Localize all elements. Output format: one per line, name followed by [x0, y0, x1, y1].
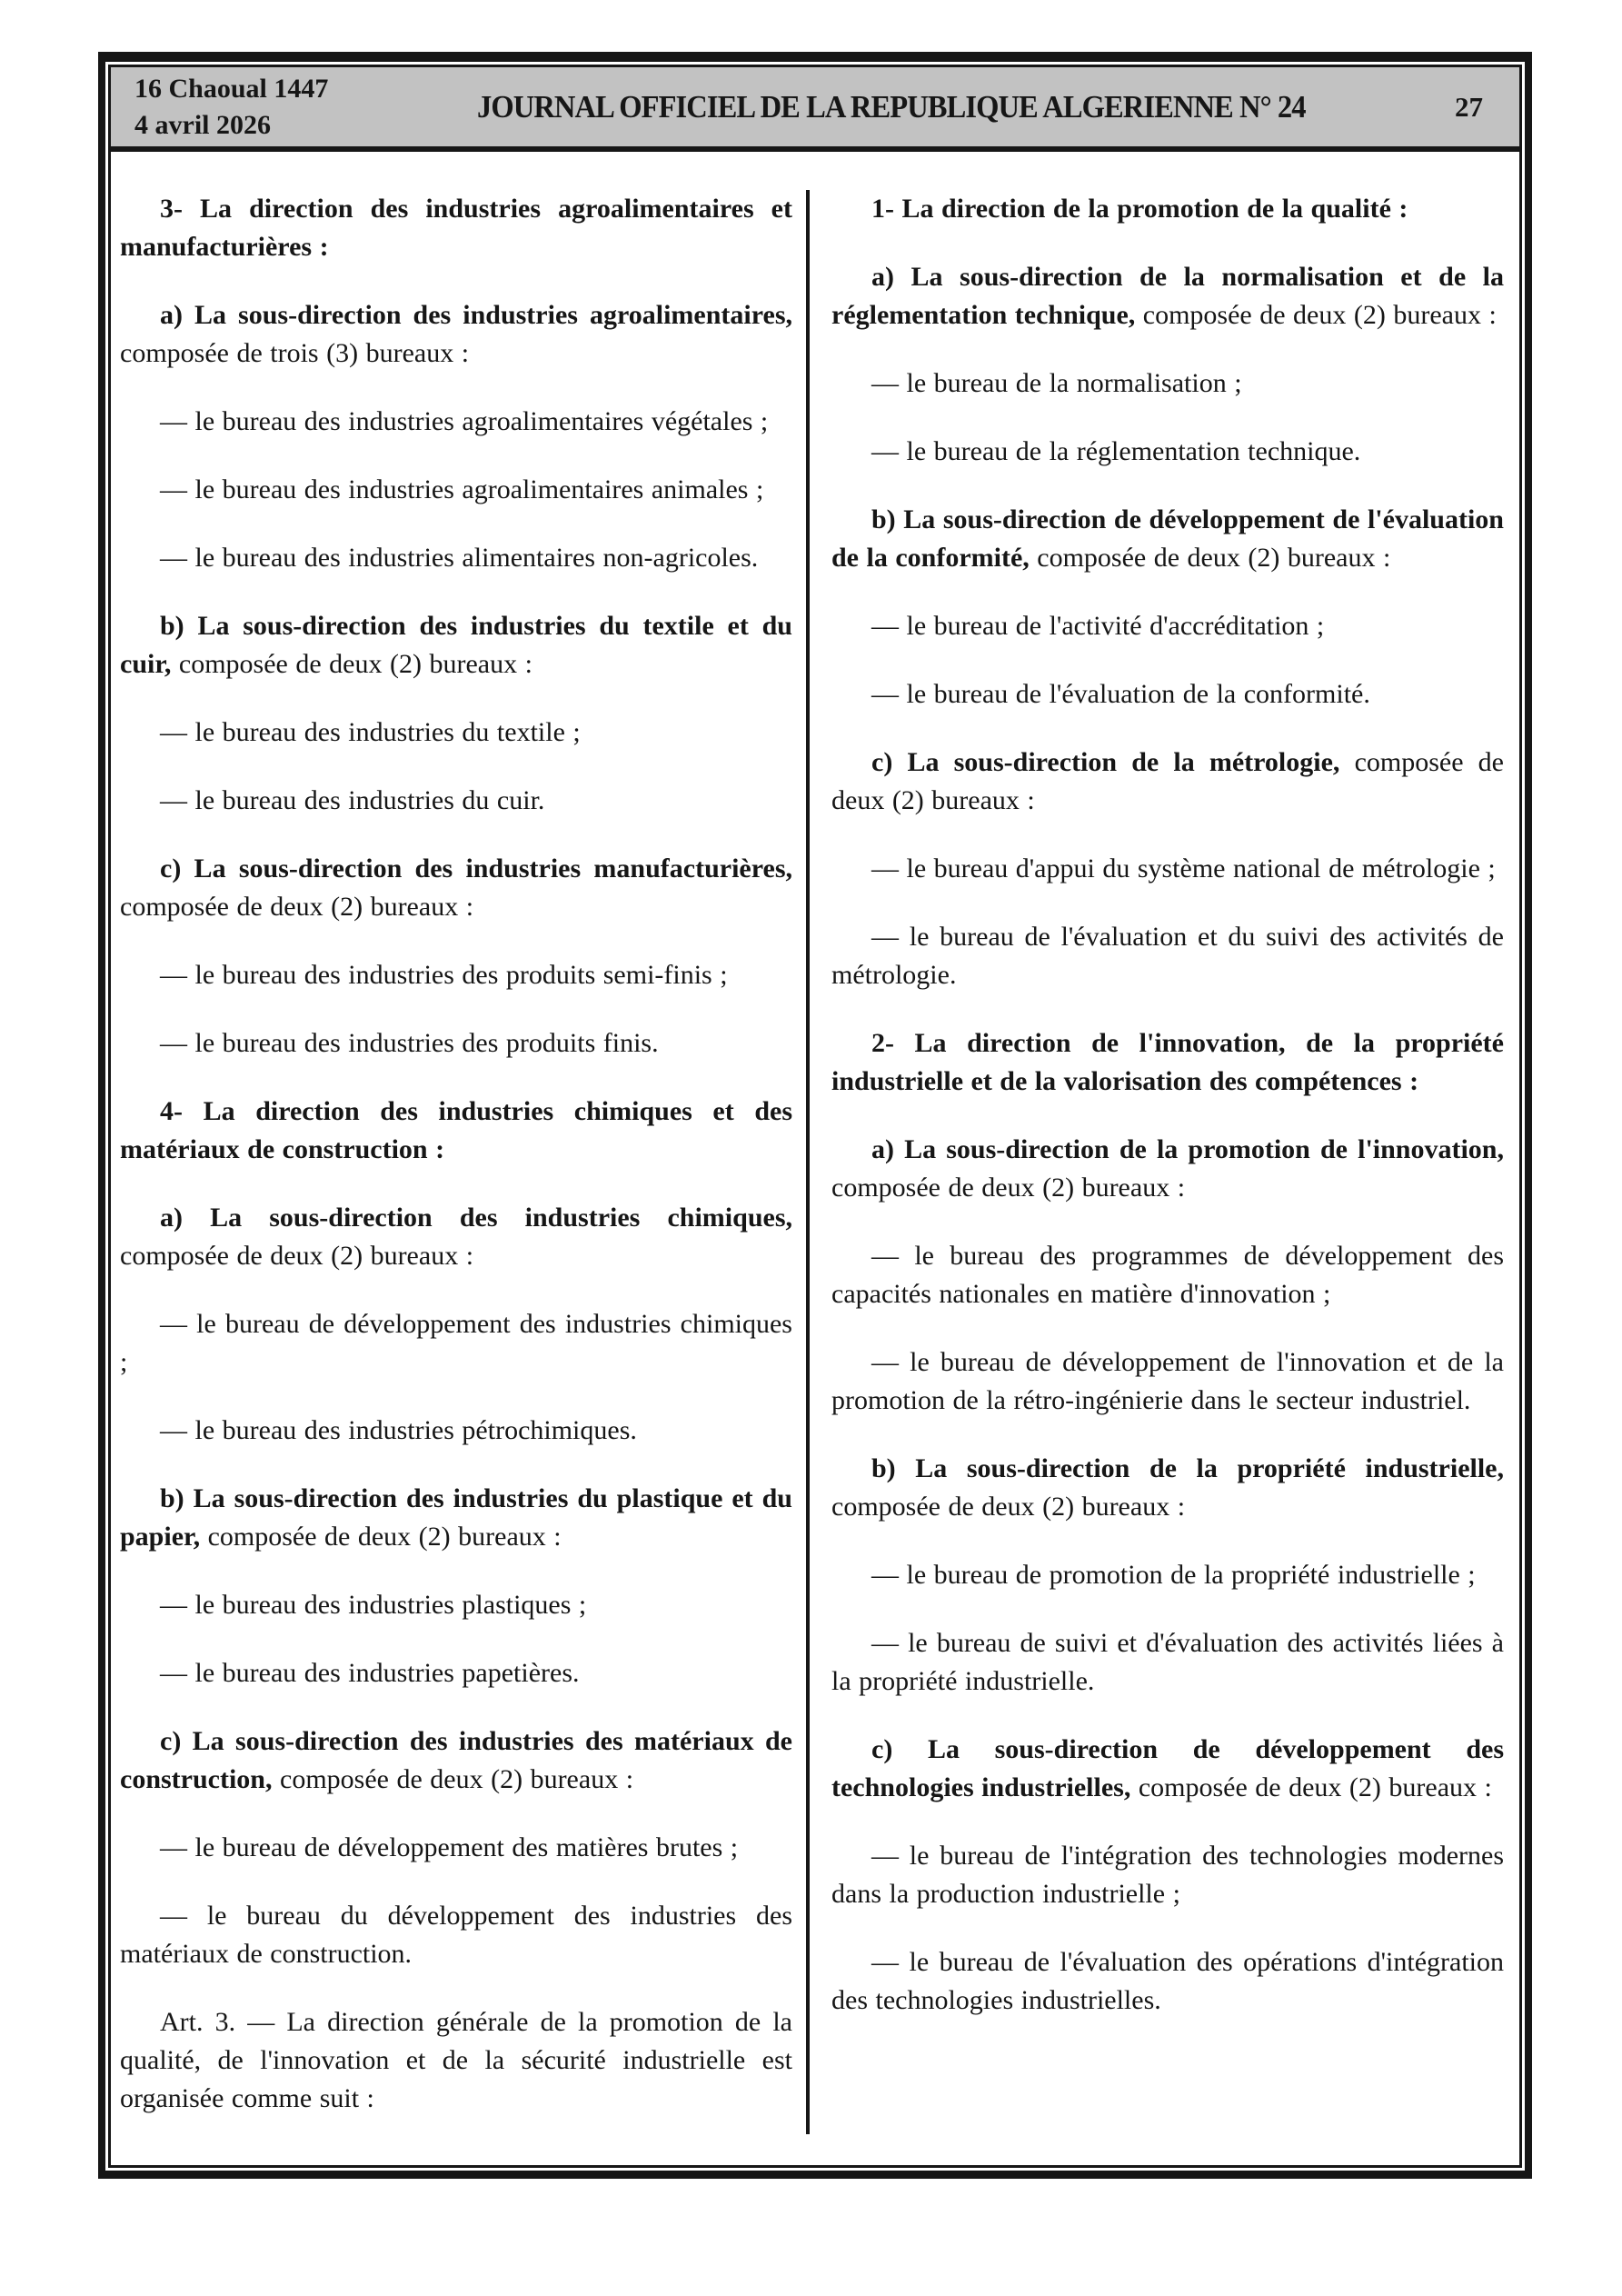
bureau-item: — le bureau du développement des industries des matériaux de construction. — [120, 1901, 792, 1969]
bureau-item: — le bureau des programmes de développement des capacités nationales en matière d'innovation ; — [831, 1241, 1504, 1309]
bureau-item: — le bureau de l'intégration des technologies modernes dans la production industrielle ; — [831, 1841, 1504, 1909]
bureau-item: — le bureau de l'évaluation des opérations d'intégration des technologies industrielles. — [831, 1947, 1504, 2015]
header-bar — [111, 67, 1519, 152]
bureau-item: — le bureau de la normalisation ; — [871, 368, 1242, 398]
bureau-item: — le bureau des industries des produits finis. — [160, 1028, 659, 1058]
sub-direction-heading: b) La sous-direction des industries du plastique et du papier, composée de deux (2) bureaux : — [120, 1483, 792, 1552]
sub-direction-heading: c) La sous-direction de développement des technologies industrielles, composée de deux (2) bureaux : — [831, 1734, 1504, 1802]
bureau-item: — le bureau de l'évaluation de la conformité. — [871, 679, 1370, 709]
sub-direction-heading: c) La sous-direction de la métrologie, composée de deux (2) bureaux : — [831, 747, 1504, 815]
bureau-item: — le bureau de l'évaluation et du suivi des activités de métrologie. — [831, 922, 1504, 990]
sub-direction-heading: b) La sous-direction de la propriété industrielle, composée de deux (2) bureaux : — [831, 1453, 1504, 1522]
section-heading: 3- La direction des industries agroalimentaires et manufacturières : — [120, 194, 792, 262]
bureau-item: — le bureau des industries du cuir. — [160, 785, 545, 815]
page-inner-frame — [108, 65, 1522, 2168]
sub-direction-heading: c) La sous-direction des industries des matériaux de construction, composée de deux (2) bureaux : — [120, 1726, 792, 1794]
sub-direction-heading: a) La sous-direction des industries agroalimentaires, composée de trois (3) bureaux : — [120, 300, 792, 368]
bureau-item: — le bureau de la réglementation technique. — [871, 436, 1361, 466]
bureau-item: — le bureau des industries plastiques ; — [160, 1590, 587, 1620]
left-column — [120, 190, 792, 2118]
bureau-item: — le bureau de développement des industries chimiques ; — [120, 1309, 792, 1377]
sub-direction-heading: a) La sous-direction de la normalisation et de la réglementation technique, composée de deux (2) bureaux : — [831, 262, 1504, 330]
content-area — [111, 152, 1519, 2165]
section-heading: 4- La direction des industries chimiques et des matériaux de construction : — [120, 1096, 792, 1164]
sub-direction-heading: b) La sous-direction des industries du textile et du cuir, composée de deux (2) bureaux : — [120, 611, 792, 679]
bureau-item: — le bureau de suivi et d'évaluation des activités liées à la propriété industrielle. — [831, 1628, 1504, 1696]
date-hijri: 16 Chaoual 1447 — [134, 73, 329, 104]
bureau-item: — le bureau des industries agroalimentaires végétales ; — [160, 406, 769, 436]
bureau-item: — le bureau des industries pétrochimiques. — [160, 1415, 637, 1445]
sub-direction-heading: a) La sous-direction des industries chimiques, composée de deux (2) bureaux : — [120, 1203, 792, 1271]
column-divider — [806, 190, 810, 2134]
sub-direction-heading: b) La sous-direction de développement de l'évaluation de la conformité, composée de deux (2) bureaux : — [831, 504, 1504, 573]
bureau-item: — le bureau de l'activité d'accréditation ; — [871, 611, 1325, 641]
page-frame — [98, 52, 1532, 2179]
bureau-item: — le bureau des industries alimentaires non-agricoles. — [160, 543, 759, 573]
bureau-item: — le bureau des industries papetières. — [160, 1658, 580, 1688]
bureau-item: — le bureau de développement des matières brutes ; — [160, 1832, 739, 1862]
section-heading: 2- La direction de l'innovation, de la propriété industrielle et de la valorisation des compétences : — [831, 1028, 1504, 1096]
right-column — [831, 190, 1504, 2020]
sub-direction-heading: a) La sous-direction de la promotion de l'innovation, composée de deux (2) bureaux : — [831, 1134, 1504, 1203]
sub-direction-heading: c) La sous-direction des industries manufacturières, composée de deux (2) bureaux : — [120, 854, 792, 922]
section-heading: 1- La direction de la promotion de la qualité : — [871, 194, 1408, 224]
bureau-item: — le bureau des industries du textile ; — [160, 717, 581, 747]
page-number: 27 — [1455, 90, 1483, 123]
bureau-item: — le bureau de développement de l'innovation et de la promotion de la rétro-ingénierie dans le secteur industriel. — [831, 1347, 1504, 1415]
bureau-item: — le bureau d'appui du système national de métrologie ; — [871, 854, 1496, 883]
bureau-item: — le bureau des industries des produits semi-finis ; — [160, 960, 728, 990]
bureau-item: — le bureau des industries agroalimentaires animales ; — [160, 474, 764, 504]
journal-title: JOURNAL OFFICIEL DE LA REPUBLIQUE ALGERIENNE N° 24 — [477, 88, 1306, 125]
date-block — [134, 71, 328, 144]
article-paragraph: Art. 3. — La direction générale de la promotion de la qualité, de l'innovation et de la sécurité industrielle est organisée comme suit : — [120, 2007, 792, 2113]
bureau-item: — le bureau de promotion de la propriété industrielle ; — [871, 1560, 1476, 1590]
date-gregorian: 4 avril 2026 — [134, 109, 271, 140]
